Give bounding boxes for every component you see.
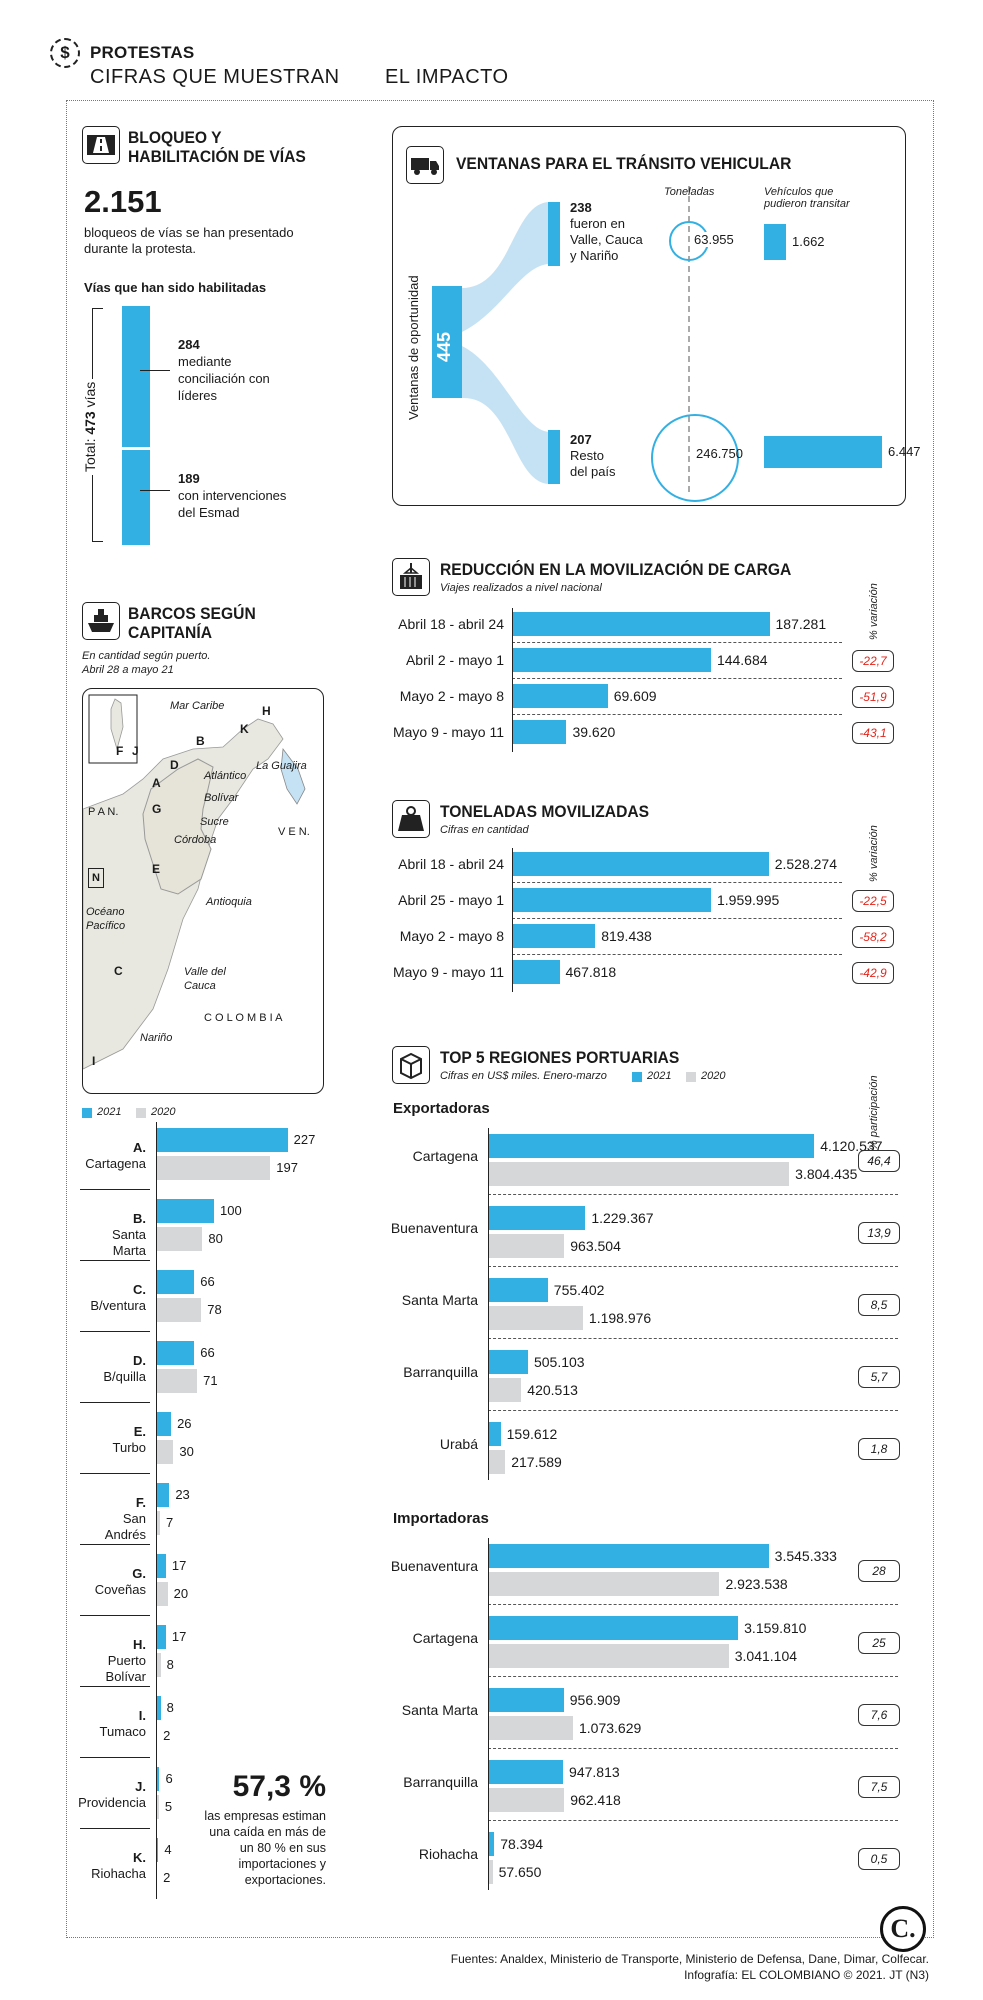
axis-line xyxy=(156,1122,157,1899)
bar-value-label: 78.394 xyxy=(500,1836,544,1852)
bar-value-label: 159.612 xyxy=(506,1426,558,1442)
row-separator xyxy=(80,1189,150,1190)
bar-value-label: 467.818 xyxy=(565,964,617,980)
row-separator xyxy=(80,1757,150,1758)
row-separator xyxy=(488,1748,898,1749)
bar-category-label: Providencia xyxy=(78,1795,146,1810)
bar-category-label: B/ventura xyxy=(90,1298,146,1313)
bar-category-label: Mayo 2 - mayo 8 xyxy=(399,928,504,944)
bloqueo-big-number: 2.151 xyxy=(84,184,162,219)
map-marker-label: I xyxy=(92,1054,96,1068)
bar-2020 xyxy=(488,1162,789,1186)
bar-category-label: Mayo 2 - mayo 8 xyxy=(399,688,504,704)
map-label: Sucre xyxy=(200,816,229,828)
bar-value-label: 947.813 xyxy=(569,1764,620,1780)
pct-participation-badge: 1,8 xyxy=(858,1438,900,1460)
bar-category-letter: C. xyxy=(133,1282,146,1297)
container-crane-icon xyxy=(392,558,430,596)
footer-sources: Fuentes: Analdex, Ministerio de Transporte, Ministerio de Defensa, Dane, Dimar, Colfecar. xyxy=(450,1952,929,1966)
bar-value-label: 963.504 xyxy=(570,1238,621,1254)
bar xyxy=(512,684,608,708)
footer-credit: Infografía: EL COLOMBIANO © 2021. JT (N3) xyxy=(684,1968,929,1982)
exportadoras-heading: Exportadoras xyxy=(393,1100,490,1117)
row-separator xyxy=(80,1260,150,1261)
bar-value-label: 819.438 xyxy=(601,928,652,944)
bar-category-label: Tumaco xyxy=(99,1724,146,1739)
bar-value-label: 2.528.274 xyxy=(774,856,837,872)
row-separator xyxy=(80,1615,150,1616)
map-label: Pacífico xyxy=(86,920,126,932)
bar-value-label: 30 xyxy=(179,1444,194,1459)
row-separator xyxy=(80,1331,150,1332)
pct-participation-badge: 46,4 xyxy=(858,1150,900,1172)
row-separator xyxy=(512,642,842,643)
bar-2021 xyxy=(488,1616,738,1640)
ventanas-axis-label: Ventanas de oportunidad xyxy=(406,275,421,420)
bar-value-label: 197 xyxy=(276,1160,298,1175)
flow-ribbon-lower xyxy=(462,346,550,484)
map-label: P A N. xyxy=(88,806,119,818)
habilitadas-bar-conciliacion xyxy=(122,306,150,447)
bar-value-label: 71 xyxy=(203,1373,218,1388)
map-marker-label: J xyxy=(132,744,139,758)
bar-value-label: 420.513 xyxy=(527,1382,578,1398)
bar-value-label: 1.073.629 xyxy=(578,1720,642,1736)
bar-category-label: Barranquilla xyxy=(403,1774,478,1790)
pct-participation-badge: 28 xyxy=(858,1560,900,1582)
row-separator xyxy=(488,1676,898,1677)
bar-value-label: 956.909 xyxy=(569,1692,621,1708)
bar-category-label: Abril 18 - abril 24 xyxy=(398,616,504,632)
map-label: Nariño xyxy=(140,1032,173,1044)
bar xyxy=(512,888,711,912)
bar-2021 xyxy=(488,1134,814,1158)
vehiculos-value: 1.662 xyxy=(792,234,825,249)
map-marker-label: C xyxy=(114,964,123,978)
bar-2021 xyxy=(156,1199,214,1223)
bar-value-label: 7 xyxy=(166,1515,174,1530)
bar-category-label: Santa xyxy=(112,1227,146,1242)
row-separator xyxy=(488,1604,898,1605)
row-separator xyxy=(488,1338,898,1339)
pct-participation-badge: 0,5 xyxy=(858,1848,900,1870)
bar-2021 xyxy=(156,1625,166,1649)
ventanas-total-value: 445 xyxy=(434,331,454,362)
bar-value-label: 3.159.810 xyxy=(744,1620,807,1636)
bar-2020 xyxy=(156,1440,173,1464)
toneladas-value: 246.750 xyxy=(696,446,743,461)
axis-line xyxy=(488,1538,489,1890)
weight-icon xyxy=(392,800,430,838)
col-toneladas: Toneladas xyxy=(664,186,715,198)
map-label: Valle del xyxy=(184,966,226,978)
toneladas-pct-label: % variación xyxy=(868,825,880,882)
bar-value-label: 78 xyxy=(207,1302,222,1317)
toneladas-subtitle: Cifras en cantidad xyxy=(440,824,529,836)
map-label: La Guajira xyxy=(256,760,307,772)
bar-2020 xyxy=(488,1450,505,1474)
bar-category-label: Barranquilla xyxy=(403,1364,478,1380)
bar-value-label: 80 xyxy=(208,1231,223,1246)
bar-category-letter: D. xyxy=(133,1353,146,1368)
pct-variation-badge: -42,9 xyxy=(852,962,894,984)
barcos-title-1: BARCOS SEGÚN xyxy=(128,604,256,623)
map-label: Antioquia xyxy=(206,896,252,908)
bar-2021 xyxy=(156,1128,288,1152)
bar xyxy=(512,960,560,984)
bar-2020 xyxy=(488,1788,564,1812)
map-label: Córdoba xyxy=(174,834,217,846)
road-icon xyxy=(82,126,120,164)
bar-value-label: 217.589 xyxy=(511,1454,562,1470)
bar-2021 xyxy=(488,1350,528,1374)
col-vehiculos-1: Vehículos que xyxy=(764,186,834,198)
toneladas-value: 63.955 xyxy=(694,232,734,247)
bar-2021 xyxy=(156,1270,194,1294)
bar-category-label: Santa Marta xyxy=(401,1292,478,1308)
bar-2020 xyxy=(156,1369,197,1393)
bar-category-label: Bolívar xyxy=(105,1669,146,1684)
map-marker-label: D xyxy=(170,758,179,772)
bar-value-label: 3.804.435 xyxy=(795,1166,858,1182)
pct-participation-badge: 13,9 xyxy=(858,1222,900,1244)
bar-2021 xyxy=(488,1422,501,1446)
bar-value-label: 8 xyxy=(166,1700,174,1715)
bar-category-label: Puerto xyxy=(107,1653,146,1668)
carga-subtitle: Viajes realizados a nivel nacional xyxy=(440,582,602,594)
row-separator xyxy=(512,678,842,679)
map-marker-label: H xyxy=(262,704,271,718)
bar-value-label: 1.198.976 xyxy=(588,1310,652,1326)
logo: C. xyxy=(880,1906,926,1952)
bar-value-label: 66 xyxy=(200,1345,215,1360)
barcos-legend-2020: 2020 xyxy=(151,1106,176,1118)
bar-value-label: 187.281 xyxy=(775,616,827,632)
bar-value-label: 5 xyxy=(164,1799,173,1814)
vehiculos-bar-valle xyxy=(764,224,786,260)
vehiculos-bar-resto xyxy=(764,436,882,468)
bar-value-label: 2 xyxy=(163,1728,171,1743)
importadoras-heading: Importadoras xyxy=(393,1510,489,1527)
pct-participation-badge: 8,5 xyxy=(858,1294,900,1316)
map-label: Bolívar xyxy=(204,792,239,804)
bar-value-label: 962.418 xyxy=(570,1792,621,1808)
callout-text: las empresas estiman una caída en más de un 80 % en sus importaciones y exportaciones. xyxy=(204,1809,326,1887)
bar-2021 xyxy=(156,1341,194,1365)
bar-category-letter: A. xyxy=(133,1140,146,1155)
bar-2021 xyxy=(488,1760,563,1784)
legend-2020-swatch xyxy=(686,1072,696,1082)
bloqueo-title-1: BLOQUEO Y xyxy=(128,128,222,147)
bar-category-label: Turbo xyxy=(112,1440,146,1455)
bar-value-label: 505.103 xyxy=(533,1354,585,1370)
regiones-subtitle: Cifras en US$ miles. Enero-marzo xyxy=(440,1070,607,1082)
bar-value-label: 2 xyxy=(163,1870,171,1885)
bar-value-label: 100 xyxy=(220,1203,242,1218)
bar xyxy=(512,720,566,744)
pct-variation-badge: -22,7 xyxy=(852,650,894,672)
pct-participation-badge: 5,7 xyxy=(858,1366,900,1388)
bar-value-label: 144.684 xyxy=(716,652,768,668)
ship-icon xyxy=(82,602,120,640)
bar-category-label: San xyxy=(122,1511,146,1526)
bar-2020 xyxy=(156,1582,168,1606)
bar-2020 xyxy=(488,1378,521,1402)
bar-value-label: 1.959.995 xyxy=(717,892,780,908)
dollar-icon: $ xyxy=(50,38,80,68)
bar-value-label: 57.650 xyxy=(498,1864,542,1880)
bar-2020 xyxy=(156,1298,201,1322)
pct-participation-badge: 25 xyxy=(858,1632,900,1654)
bar xyxy=(512,648,711,672)
bar-value-label: 39.620 xyxy=(572,724,616,740)
bar-category-letter: B. xyxy=(133,1211,146,1226)
habilitadas-item: 284 mediante conciliación con líderes xyxy=(178,337,270,403)
row-separator xyxy=(512,882,842,883)
barcos-legend-2021: 2021 xyxy=(97,1106,122,1118)
axis-line xyxy=(512,848,513,992)
row-separator xyxy=(80,1473,150,1474)
page-subtitle-left: CIFRAS QUE MUESTRAN xyxy=(90,66,340,88)
row-separator xyxy=(512,954,842,955)
bar xyxy=(512,924,595,948)
bar-value-label: 1.229.367 xyxy=(591,1210,654,1226)
leader-line xyxy=(140,490,170,491)
bar-2020 xyxy=(156,1156,270,1180)
row-separator xyxy=(512,714,842,715)
toneladas-title: TONELADAS MOVILIZADAS xyxy=(440,802,650,821)
bar-category-label: Santa Marta xyxy=(401,1702,478,1718)
bar-category-label: Urabá xyxy=(439,1436,478,1452)
barcos-legend-2021-swatch xyxy=(82,1108,92,1118)
bar-2020 xyxy=(488,1644,729,1668)
bar-value-label: 227 xyxy=(293,1132,316,1147)
map-marker-label: K xyxy=(240,722,249,736)
map-label: Cauca xyxy=(184,980,216,992)
pct-variation-badge: -51,9 xyxy=(852,686,894,708)
legend-2020-label: 2020 xyxy=(701,1070,726,1082)
bar-category-label: Abril 25 - mayo 1 xyxy=(398,892,504,908)
bar-2020 xyxy=(488,1306,583,1330)
map-label: Océano xyxy=(86,906,125,918)
ventanas-row-label: 238 fueron en Valle, Cauca y Nariño xyxy=(570,200,643,263)
map-marker-label: F xyxy=(116,744,124,758)
legend-2021-swatch xyxy=(632,1072,642,1082)
bar-value-label: 26 xyxy=(177,1416,192,1431)
map-marker-label: E xyxy=(152,862,161,876)
bar-category-letter: J. xyxy=(135,1779,146,1794)
bar xyxy=(512,852,769,876)
bar-category-letter: H. xyxy=(133,1637,146,1652)
bar-category-label: Riohacha xyxy=(418,1846,478,1862)
bar-category-letter: I. xyxy=(138,1708,146,1723)
bar-category-letter: G. xyxy=(132,1566,146,1581)
bar-2021 xyxy=(488,1688,564,1712)
bar-category-label: Andrés xyxy=(104,1527,146,1542)
habilitadas-bar-esmad xyxy=(122,450,150,545)
map-label: C O L O M B I A xyxy=(204,1012,283,1024)
north-arrow-icon: N xyxy=(88,868,104,888)
legend-2021-label: 2021 xyxy=(647,1070,672,1082)
bloqueo-text-2: durante la protesta. xyxy=(84,241,197,256)
callout-value: 57,3 % xyxy=(232,1770,326,1803)
bar-2020 xyxy=(488,1234,564,1258)
bar-category-letter: K. xyxy=(133,1850,146,1865)
bar-2021 xyxy=(156,1483,169,1507)
bar-value-label: 4 xyxy=(164,1842,172,1857)
box-icon xyxy=(392,1046,430,1084)
carga-title: REDUCCIÓN EN LA MOVILIZACIÓN DE CARGA xyxy=(440,560,792,579)
bloqueo-subheading: Vías que han sido habilitadas xyxy=(84,280,267,295)
bar-category-label: Cartagena xyxy=(412,1148,478,1164)
bar-category-letter: F. xyxy=(135,1495,146,1510)
bar-category-letter: E. xyxy=(133,1424,146,1439)
bar-value-label: 17 xyxy=(171,1558,187,1573)
bar-2020 xyxy=(488,1716,573,1740)
axis-line xyxy=(512,608,513,752)
ventanas-row-label: 207 Resto del país xyxy=(570,432,616,479)
col-vehiculos-2: pudieron transitar xyxy=(764,198,850,210)
bar-category-label: Abril 2 - mayo 1 xyxy=(405,652,504,668)
map-label: V E N. xyxy=(278,826,310,838)
row-separator xyxy=(488,1820,898,1821)
bar-2021 xyxy=(488,1206,585,1230)
bar-value-label: 3.545.333 xyxy=(774,1548,837,1564)
total-label: Total: 473 vías xyxy=(82,379,98,475)
page-subtitle-right: EL IMPACTO xyxy=(385,66,509,88)
carga-pct-label: % variación xyxy=(868,583,880,640)
bar xyxy=(512,612,770,636)
pct-variation-badge: -43,1 xyxy=(852,722,894,744)
section-title: PROTESTAS xyxy=(90,43,195,62)
bar-value-label: 2.923.538 xyxy=(725,1576,788,1592)
bar-category-label: Abril 18 - abril 24 xyxy=(398,856,504,872)
bar-value-label: 3.041.104 xyxy=(734,1648,798,1664)
bar-category-label: Buenaventura xyxy=(390,1220,478,1236)
bar-value-label: 17 xyxy=(171,1629,187,1644)
bar-value-label: 20 xyxy=(173,1586,189,1601)
bar-value-label: 23 xyxy=(175,1487,190,1502)
row-separator xyxy=(488,1266,898,1267)
bar-category-label: Cartagena xyxy=(412,1630,478,1646)
bloqueo-text-1: bloqueos de vías se han presentado xyxy=(84,225,294,240)
map-marker-label: G xyxy=(152,802,162,816)
bar-value-label: 755.402 xyxy=(553,1282,605,1298)
barcos-title-2: CAPITANÍA xyxy=(128,623,212,642)
ventanas-bar-valle xyxy=(548,202,560,266)
vehiculos-value: 6.447 xyxy=(888,444,921,459)
bar-value-label: 69.609 xyxy=(613,688,657,704)
row-separator xyxy=(488,1194,898,1195)
bar-category-label: Riohacha xyxy=(91,1866,146,1881)
bar-value-label: 66 xyxy=(200,1274,215,1289)
row-separator xyxy=(80,1828,150,1829)
axis-line xyxy=(488,1128,489,1480)
map-marker-label: A xyxy=(152,776,161,790)
pct-variation-badge: -22,5 xyxy=(852,890,894,912)
bar-category-label: Buenaventura xyxy=(390,1558,478,1574)
row-separator xyxy=(488,1410,898,1411)
bar-2021 xyxy=(488,1278,548,1302)
row-separator xyxy=(80,1686,150,1687)
pct-participation-badge: 7,5 xyxy=(858,1776,900,1798)
bar-category-label: B/quilla xyxy=(103,1369,146,1384)
bar-category-label: Marta xyxy=(112,1243,146,1258)
bar-2020 xyxy=(488,1572,719,1596)
row-separator xyxy=(80,1544,150,1545)
row-separator xyxy=(512,918,842,919)
regiones-title: TOP 5 REGIONES PORTUARIAS xyxy=(440,1048,680,1067)
bar-category-label: Mayo 9 - mayo 11 xyxy=(392,964,504,980)
pct-variation-badge: -58,2 xyxy=(852,926,894,948)
bar-2021 xyxy=(156,1412,171,1436)
bar-2021 xyxy=(156,1554,166,1578)
bar-value-label: 8 xyxy=(166,1657,174,1672)
bar-value-label: 4.120.537 xyxy=(820,1138,883,1154)
regiones-pct-label: % participación xyxy=(868,1075,880,1150)
row-separator xyxy=(80,1402,150,1403)
barcos-sub-2: Abril 28 a mayo 21 xyxy=(82,664,174,676)
pct-participation-badge: 7,6 xyxy=(858,1704,900,1726)
flow-ribbon-upper xyxy=(462,202,550,332)
barcos-sub-1: En cantidad según puerto. xyxy=(82,650,211,662)
map-marker-label: B xyxy=(196,734,205,748)
ventanas-title: VENTANAS PARA EL TRÁNSITO VEHICULAR xyxy=(456,154,792,173)
habilitadas-item: 189 con intervenciones del Esmad xyxy=(178,471,287,520)
leader-line xyxy=(140,370,170,371)
bar-category-label: Mayo 9 - mayo 11 xyxy=(392,724,504,740)
bar-category-label: Coveñas xyxy=(94,1582,146,1597)
bloqueo-title-2: HABILITACIÓN DE VÍAS xyxy=(128,147,306,166)
map-label: Atlántico xyxy=(204,770,247,782)
bar-2021 xyxy=(488,1544,769,1568)
map-label: Mar Caribe xyxy=(170,700,225,712)
barcos-legend-2020-swatch xyxy=(136,1108,146,1118)
bar-value-label: 6 xyxy=(165,1771,173,1786)
bar-2020 xyxy=(156,1227,202,1251)
ventanas-bar-resto xyxy=(548,430,560,484)
bar-category-label: Cartagena xyxy=(85,1156,146,1171)
